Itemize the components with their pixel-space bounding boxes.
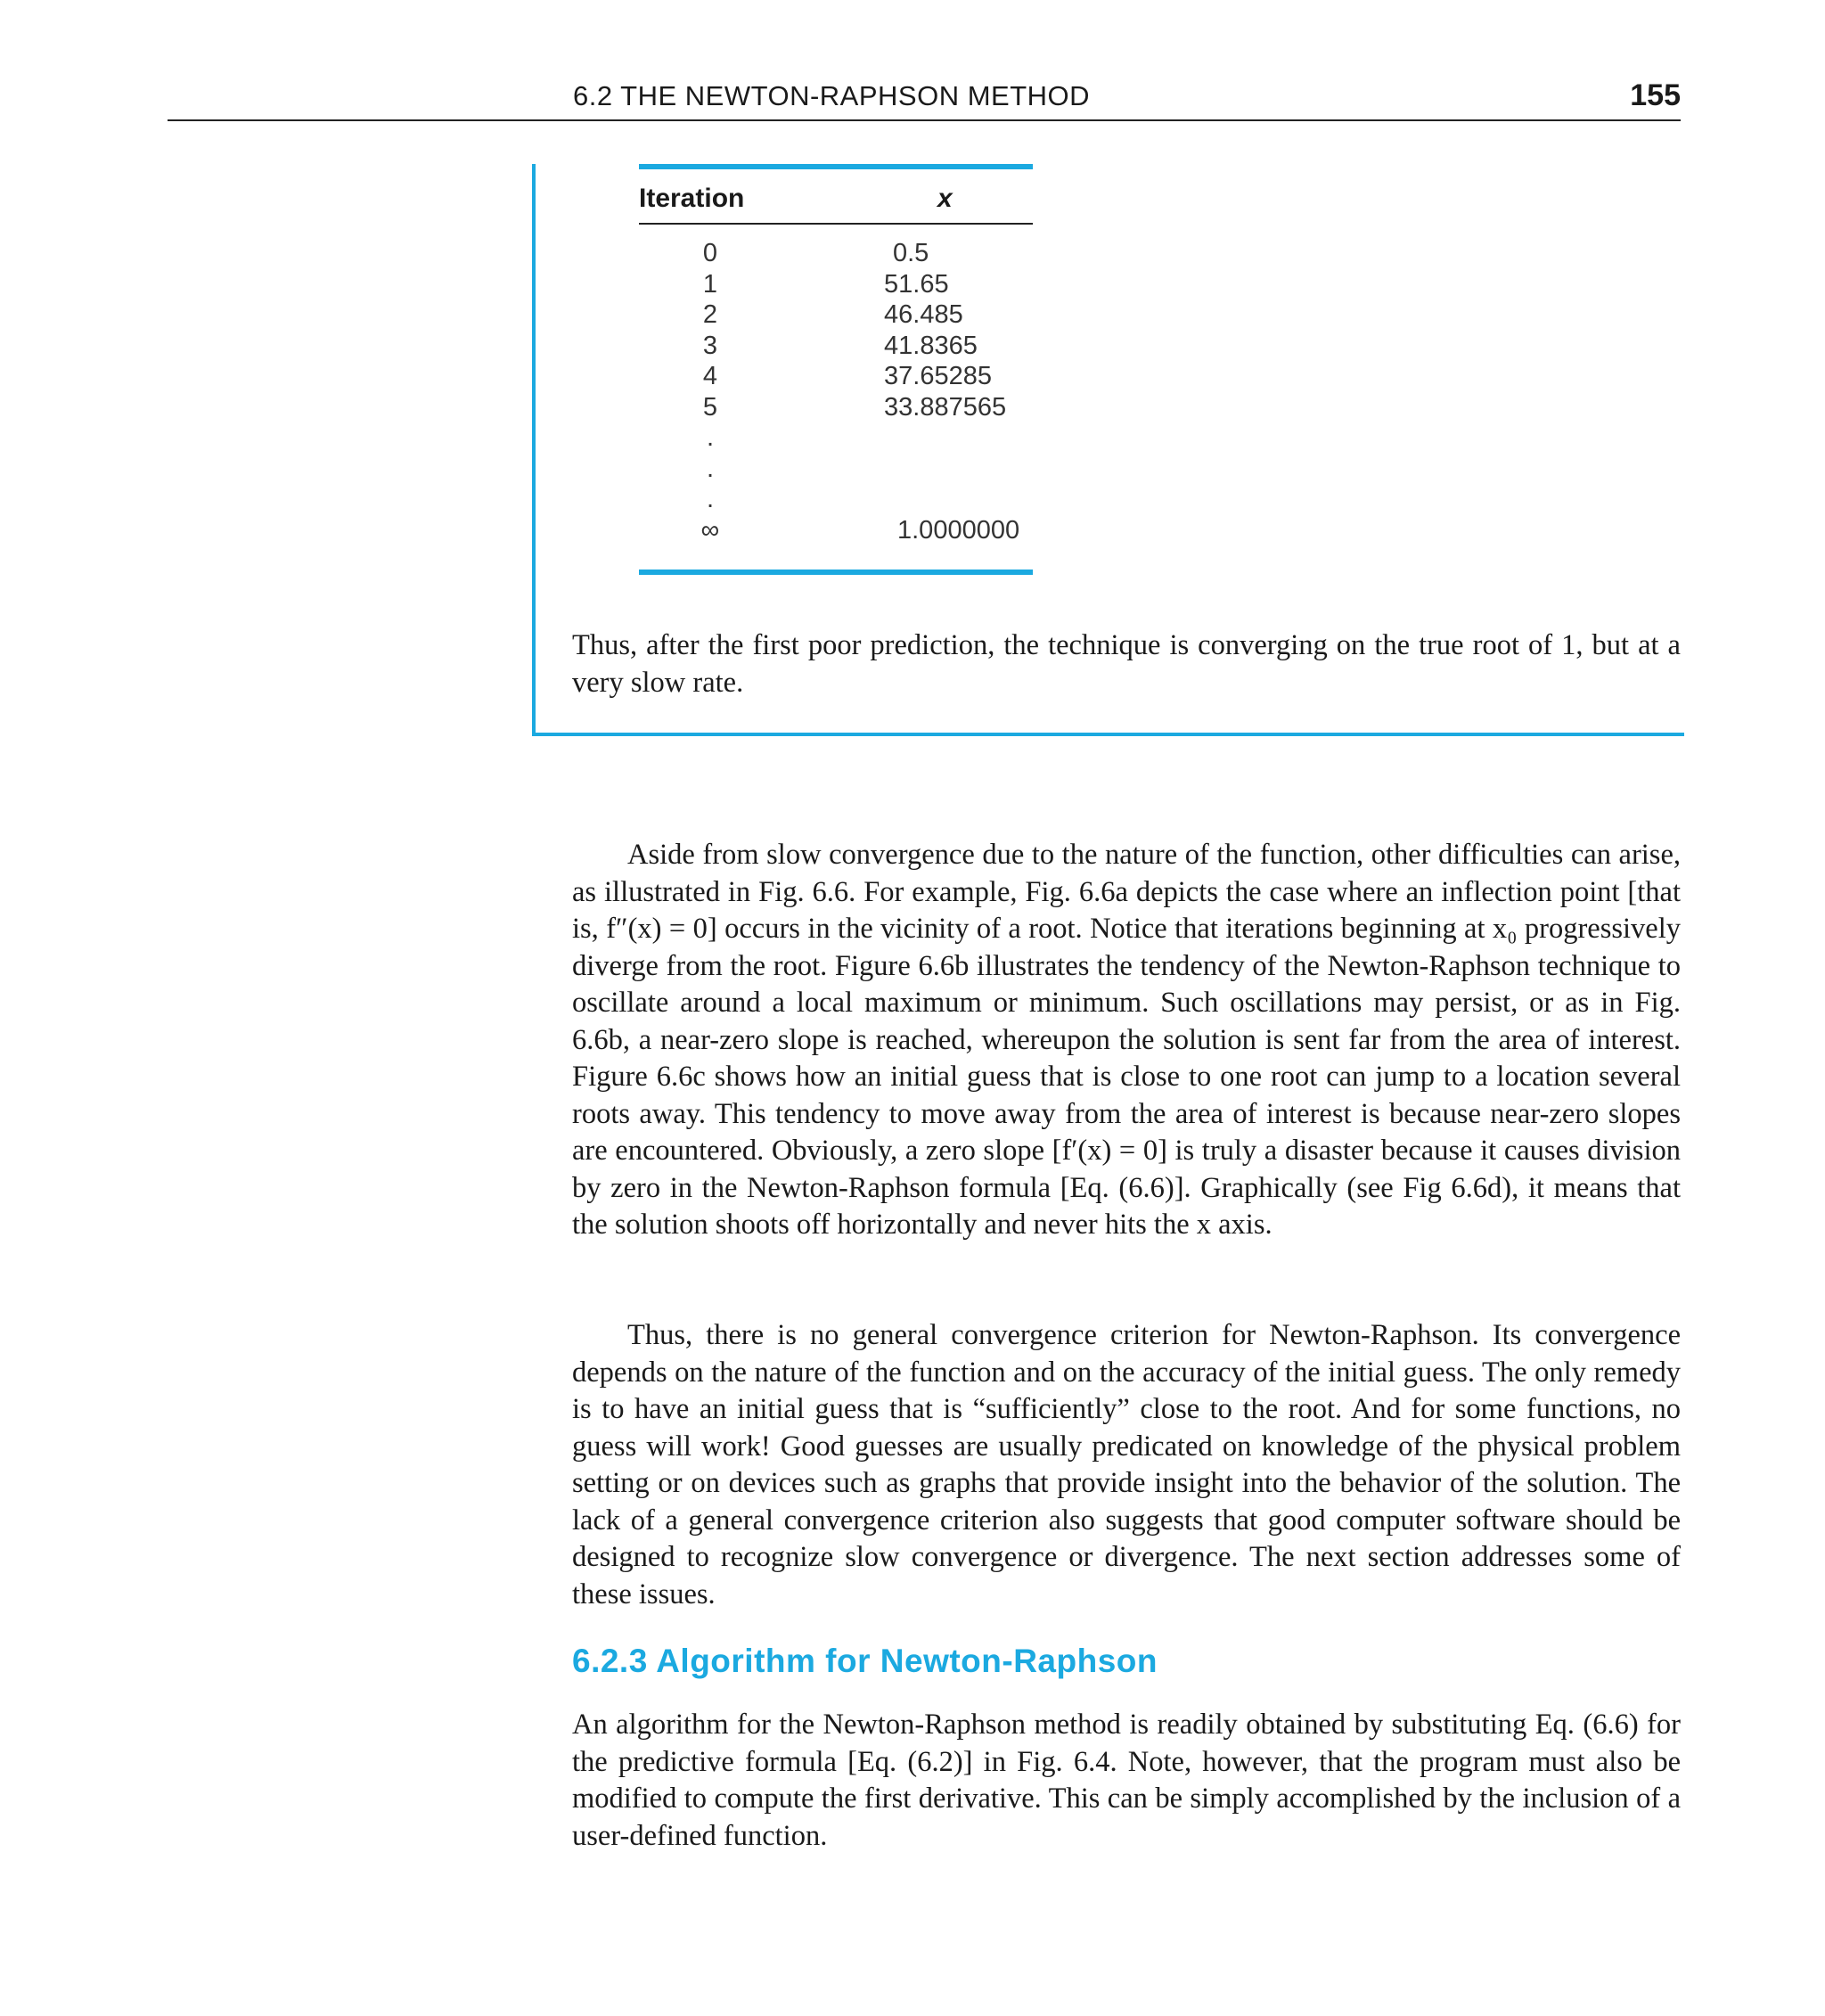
- ellipsis-cell: .: [706, 454, 715, 483]
- body-paragraph-3: An algorithm for the Newton-Raphson method is readily obtained by substituting Eq. (6.6) for the predictive formula [Eq. (6.2)] in Fig. 6.4. Note, however, that the program must also be modified to compute the first derivative. This can be simply accomplished by the inclusion of a user-defined function.: [572, 1709, 1681, 1852]
- table-row: [639, 270, 1033, 301]
- table-row: [639, 485, 1033, 516]
- table-top-rule: [639, 164, 1033, 169]
- table-row: [639, 332, 1033, 363]
- section-heading: 6.2.3 Algorithm for Newton-Raphson: [572, 1643, 1158, 1679]
- iteration-cell: ∞: [700, 515, 720, 545]
- x-cell: 0.5: [893, 239, 929, 267]
- iteration-cell: 2: [702, 300, 718, 329]
- x-cell: 41.8365: [884, 331, 978, 360]
- table-row: [639, 300, 1033, 332]
- table-body: [639, 239, 1033, 546]
- iteration-cell: 4: [702, 362, 718, 390]
- body-paragraph-1: Aside from slow convergence due to the nature of the function, other difficulties can arise, as illustrated in Fig. 6.6. For example, Fig. 6.6a depicts the case where an inflection point [that is, f″(x) = 0] occurs in the vicinity of a root. Notice that iterations beginning at x₀ progressively diverge from the root. Figure 6.6b illustrates the tendency of the Newton-Raphson technique to oscillate around a local maximum or minimum. Such oscillations may persist, or as in Fig. 6.6b, a near-zero slope is reached, whereupon the solution is sent far from the area of interest. Figure 6.6c shows how an initial guess that is close to one root can jump to a location several roots away. This tendency to move away from the area of interest is because near-zero slopes are encountered. Obviously, a zero slope [f′(x) = 0] is truly a disaster because it causes division by zero in the Newton-Raphson formula [Eq. (6.6)]. Graphically (see Fig 6.6d), it means that the solution shoots off horizontally and never hits the x axis.: [572, 839, 1681, 1241]
- table-row: [639, 362, 1033, 393]
- table-row: [639, 393, 1033, 424]
- x-cell: 46.485: [884, 300, 963, 329]
- table-header-rule: [639, 223, 1033, 225]
- x-cell: 51.65: [884, 269, 949, 299]
- x-cell: 33.887565: [884, 392, 1007, 422]
- x-cell: 37.65285: [884, 362, 992, 390]
- chapter-section-title: 6.2 THE NEWTON-RAPHSON METHOD: [573, 80, 1091, 111]
- example-conclusion-text: Thus, after the first poor prediction, the technique is converging on the true root of 1, but at a very slow rate.: [572, 629, 1681, 699]
- iteration-cell: 0: [702, 239, 718, 267]
- page-number: 155: [1630, 78, 1681, 112]
- ellipsis-cell: .: [706, 485, 715, 513]
- table-row: [639, 423, 1033, 455]
- table-row: [639, 516, 1033, 547]
- body-paragraph-2: Thus, there is no general convergence criterion for Newton-Raphson. Its convergence depends on the nature of the function and on the accuracy of the initial guess. The only remedy is to have an initial guess that is “sufficiently” close to the root. And for some functions, no guess will work! Good guesses are usually predicated on knowledge of the physical problem setting or on devices such as graphs that provide insight into the behavior of the solution. The lack of a general convergence criterion also suggests that good computer software should be designed to recognize slow convergence or divergence. The next section addresses some of these issues.: [572, 1319, 1681, 1610]
- iteration-cell: 3: [702, 331, 718, 360]
- column-header-iteration: Iteration: [639, 184, 745, 213]
- table-row: [639, 239, 1033, 270]
- iteration-cell: 1: [702, 269, 718, 299]
- ellipsis-cell: .: [706, 423, 715, 452]
- x-cell: 1.0000000: [897, 515, 1020, 545]
- table-row: [639, 455, 1033, 486]
- column-header-x: x: [937, 184, 953, 213]
- table-bottom-rule: [639, 570, 1033, 575]
- running-head: [168, 80, 1681, 121]
- iteration-cell: 5: [702, 392, 718, 422]
